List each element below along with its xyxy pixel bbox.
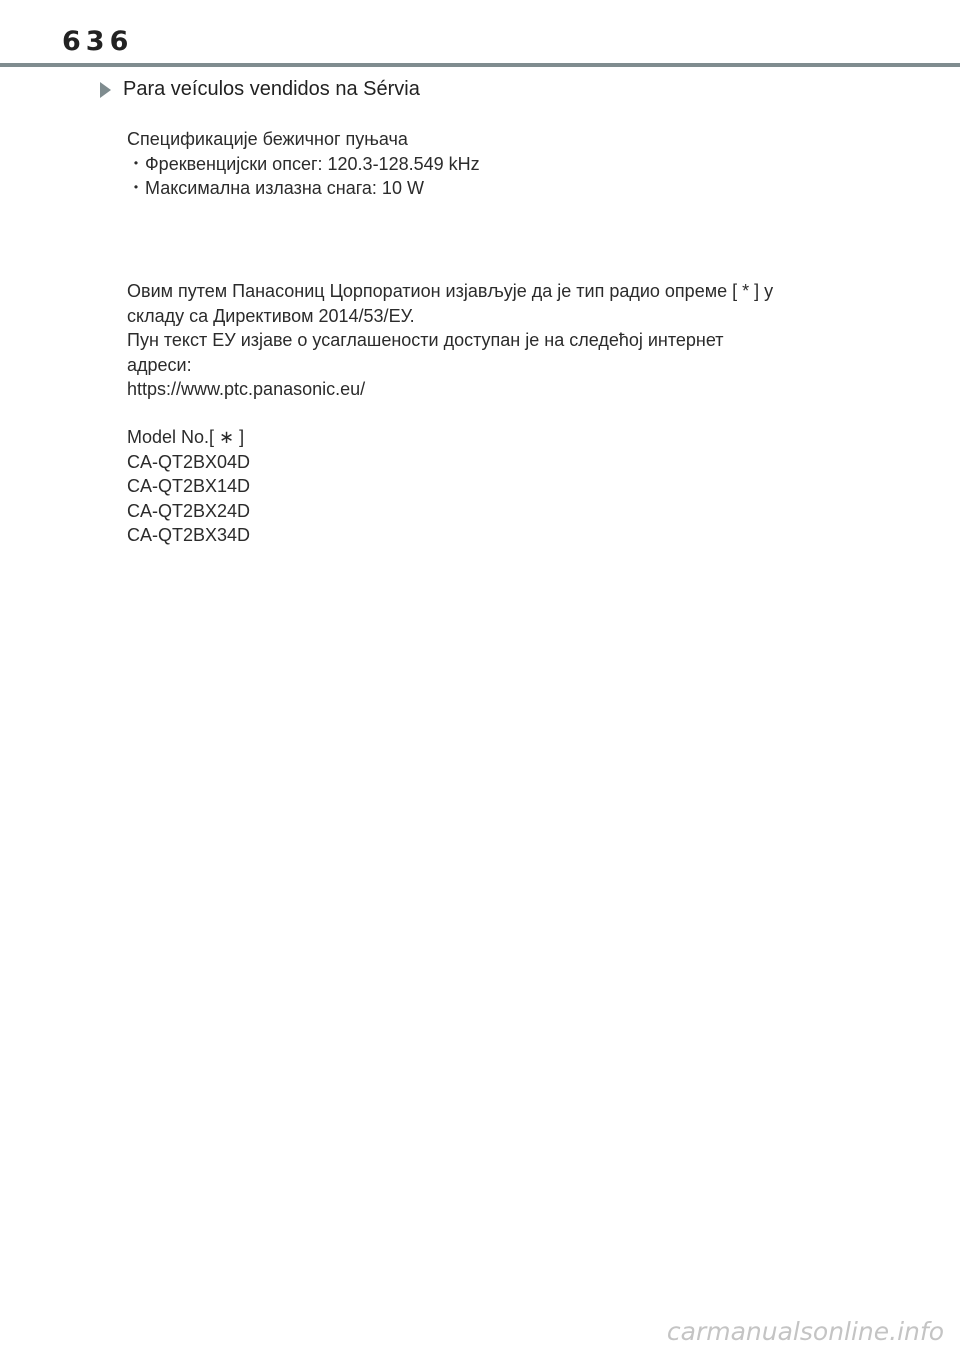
declaration-line: Пун текст ЕУ изјаве о усаглашености доступан је на следећој интернет: [127, 330, 724, 350]
spec-item-power: ・Максимална излазна снага: 10 W: [127, 178, 424, 198]
models-block: [127, 425, 250, 548]
section-heading-text: Para veículos vendidos na Sérvia: [123, 78, 420, 100]
page-number: 636: [62, 26, 134, 57]
declaration-line: складу са Директивом 2014/53/ЕУ.: [127, 305, 415, 326]
header-rule: [0, 63, 960, 67]
model-label: Model No.[ ∗ ]: [127, 427, 245, 447]
declaration-line: адреси:: [127, 354, 192, 375]
model-item: CA-QT2BX24D: [127, 500, 251, 521]
declaration-line: Овим путем Панасониц Цорпоратион изјављује да је тип радио опреме [ * ] у: [127, 281, 774, 301]
declaration-block: [127, 279, 773, 402]
model-item: CA-QT2BX34D: [127, 525, 251, 545]
spec-item-frequency: ・Фреквенцијски опсег: 120.3-128.549 kHz: [127, 153, 480, 174]
model-item: CA-QT2BX04D: [127, 451, 251, 472]
specs-block: [127, 127, 480, 201]
watermark: carmanualsonline.info: [666, 1317, 944, 1346]
triangle-right-icon: [100, 82, 111, 98]
declaration-url: https://www.ptc.panasonic.eu/: [127, 379, 366, 399]
section-heading: [100, 78, 420, 101]
model-item: CA-QT2BX14D: [127, 476, 251, 496]
specs-title: Спецификације бежичног пуњача: [127, 129, 408, 149]
